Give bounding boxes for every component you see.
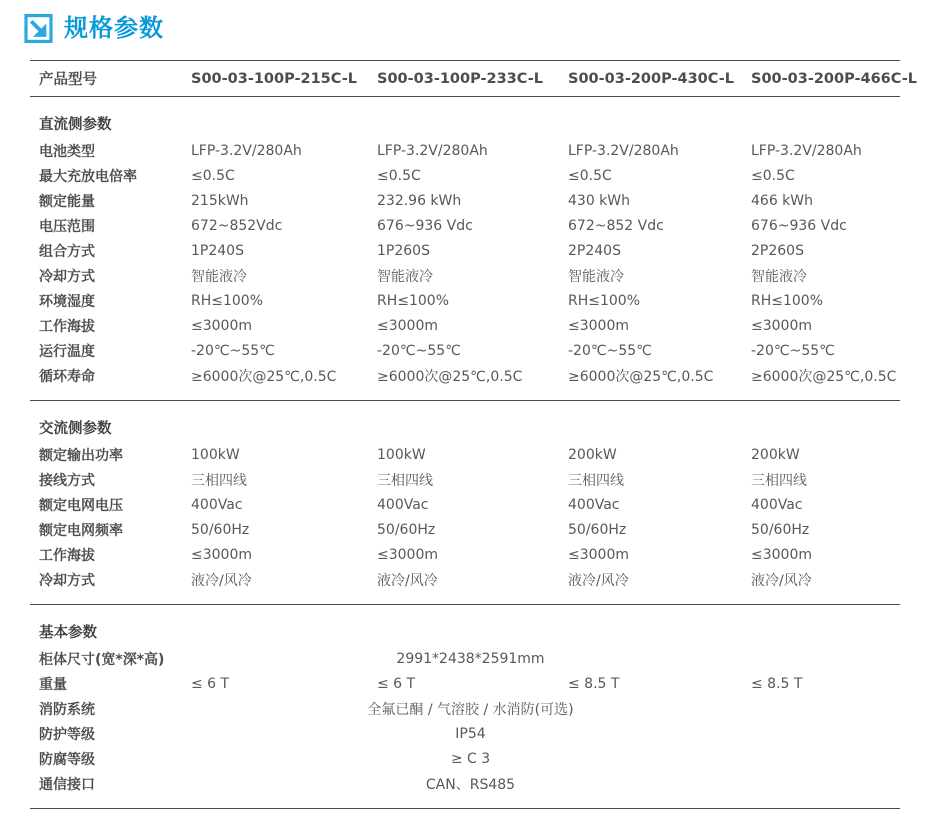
spec-value: -20℃~55℃ [568,342,652,359]
spec-row [30,213,900,238]
spec-value: ≤3000m [377,317,438,334]
spec-value: 智能液冷 [568,268,624,285]
row-label: 电池类型 [39,143,95,160]
spec-value: 400Vac [191,496,243,513]
spec-value: 50/60Hz [191,521,250,538]
spec-value: 2P240S [568,242,621,259]
spec-value: 676~936 Vdc [751,217,847,234]
spec-value: 676~936 Vdc [377,217,473,234]
row-label: 工作海拔 [39,547,95,564]
product-model-value: S00-03-100P-233C-L [377,70,543,87]
spec-row [30,771,900,796]
product-model-value: S00-03-200P-466C-L [751,70,917,87]
row-label: 冷却方式 [39,268,95,285]
arrow-down-right-icon [24,12,53,45]
product-model-value: S00-03-100P-215C-L [191,70,357,87]
spec-value: 三相四线 [377,472,433,489]
spec-value: ≤ 6 T [191,675,230,692]
spec-section [30,113,900,400]
spec-value: ≤0.5C [751,167,795,184]
spec-row [30,567,900,592]
spec-value: ≤0.5C [377,167,421,184]
spec-value: LFP-3.2V/280Ah [191,142,302,159]
row-label: 工作海拔 [39,318,95,335]
spec-value: ≤3000m [568,317,629,334]
spec-value: ≤ 8.5 T [751,675,803,692]
spec-row [30,138,900,163]
spec-value: 400Vac [568,496,620,513]
spec-value: LFP-3.2V/280Ah [377,142,488,159]
spec-value: 100kW [191,446,240,463]
merged-value: IP54 [455,725,486,742]
spec-value: 智能液冷 [377,268,433,285]
spec-row [30,746,900,771]
spec-value: LFP-3.2V/280Ah [568,142,679,159]
row-label: 冷却方式 [39,572,95,589]
row-label: 组合方式 [39,243,95,260]
spec-value: 200kW [568,446,617,463]
merged-value: 2991*2438*2591mm [396,650,545,667]
spec-row [30,238,900,263]
spec-value: ≤3000m [751,546,812,563]
row-label: 防腐等级 [39,751,95,768]
spec-value: ≥6000次@25℃,0.5C [191,368,337,385]
spec-value: LFP-3.2V/280Ah [751,142,862,159]
row-label: 最大充放电倍率 [39,168,137,185]
row-label: 消防系统 [39,701,95,718]
spec-row [30,721,900,746]
spec-value: RH≤100% [377,292,450,309]
spec-value: ≤3000m [191,317,252,334]
row-label: 运行温度 [39,343,95,360]
spec-value: 2P260S [751,242,804,259]
product-model-value: S00-03-200P-430C-L [568,70,734,87]
row-label: 接线方式 [39,472,95,489]
spec-row [30,542,900,567]
spec-section [30,604,900,808]
spec-value: ≤3000m [751,317,812,334]
row-label: 额定电网频率 [39,522,123,539]
section-title: 交流侧参数 [39,421,112,437]
spec-value: 液冷/风冷 [751,572,812,589]
spec-row [30,492,900,517]
spec-row [30,263,900,288]
spec-row [30,313,900,338]
merged-value: CAN、RS485 [425,776,516,793]
spec-value: 液冷/风冷 [191,572,252,589]
row-label: 额定输出功率 [39,447,123,464]
spec-value: RH≤100% [751,292,824,309]
spec-row [30,671,900,696]
spec-value: 1P260S [377,242,430,259]
row-label: 环境湿度 [39,293,95,310]
spec-row [30,517,900,542]
row-label: 柜体尺寸(宽*深*高) [39,651,165,668]
spec-value: 466 kWh [751,192,813,209]
spec-row [30,163,900,188]
spec-value: 液冷/风冷 [568,572,629,589]
spec-value: 400Vac [751,496,803,513]
sections [30,113,900,809]
spec-row [30,467,900,492]
spec-value: 三相四线 [568,472,624,489]
spec-value: ≤ 8.5 T [568,675,620,692]
row-label: 额定电网电压 [39,497,123,514]
spec-value: 430 kWh [568,192,630,209]
spec-row [30,696,900,721]
page-header [24,9,930,47]
row-label: 重量 [39,676,67,693]
spec-value: 智能液冷 [191,268,247,285]
spec-value: 智能液冷 [751,268,807,285]
spec-row [30,338,900,363]
spec-value: 三相四线 [191,472,247,489]
spec-row [30,288,900,313]
product-model-row [30,60,917,97]
spec-value: ≤3000m [568,546,629,563]
spec-row [30,363,900,388]
spec-value: ≤0.5C [568,167,612,184]
spec-value: 672~852Vdc [191,217,283,234]
row-label: 额定能量 [39,193,95,210]
row-label: 防护等级 [39,726,95,743]
row-label: 通信接口 [39,776,95,793]
spec-row [30,646,900,671]
spec-value: -20℃~55℃ [751,342,835,359]
spec-row [30,188,900,213]
page-title: 规格参数 [64,14,164,42]
row-label: 电压范围 [39,218,95,235]
spec-section [30,400,900,604]
spec-value: RH≤100% [191,292,264,309]
spec-value: 50/60Hz [568,521,627,538]
spec-value: 100kW [377,446,426,463]
section-title: 直流侧参数 [39,117,112,133]
product-model-label: 产品型号 [39,72,97,88]
spec-value: 50/60Hz [377,521,436,538]
spec-value: 液冷/风冷 [377,572,438,589]
row-label: 循环寿命 [39,368,95,385]
spec-value: 三相四线 [751,472,807,489]
merged-value: 全氟已酮 / 气溶胶 / 水消防(可选) [367,701,574,718]
spec-value: ≥6000次@25℃,0.5C [751,368,897,385]
spec-value: 400Vac [377,496,429,513]
spec-value: ≥6000次@25℃,0.5C [568,368,714,385]
spec-table [30,60,917,809]
spec-value: 50/60Hz [751,521,810,538]
spec-value: 1P240S [191,242,244,259]
spec-value: ≤3000m [377,546,438,563]
section-title: 基本参数 [39,625,97,641]
spec-value: -20℃~55℃ [377,342,461,359]
spec-value: 672~852 Vdc [568,217,664,234]
spec-value: ≤ 6 T [377,675,416,692]
spec-value: -20℃~55℃ [191,342,275,359]
merged-value: ≥ C 3 [450,750,491,767]
spec-value: RH≤100% [568,292,641,309]
spec-row [30,442,900,467]
spec-value: 215kWh [191,192,249,209]
spec-value: ≤3000m [191,546,252,563]
spec-value: 200kW [751,446,800,463]
spec-value: 232.96 kWh [377,192,462,209]
spec-value: ≥6000次@25℃,0.5C [377,368,523,385]
spec-value: ≤0.5C [191,167,235,184]
